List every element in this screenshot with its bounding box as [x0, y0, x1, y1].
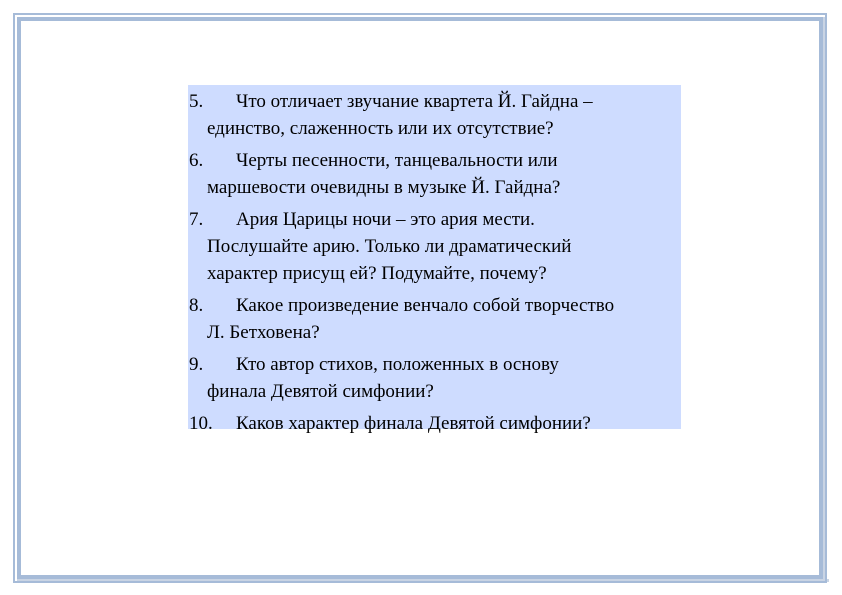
item-text-line: Послушайте арию. Только ли драматический	[207, 236, 572, 257]
list-item	[188, 88, 681, 142]
item-text-line: Что отличает звучание квартета Й. Гайдна –	[236, 91, 593, 112]
question-list	[188, 85, 681, 434]
list-item	[188, 410, 681, 437]
item-text-line: финала Девятой симфонии?	[207, 381, 434, 402]
item-text-line: Каков характер финала Девятой симфонии?	[236, 413, 591, 434]
item-number: 6.	[189, 150, 204, 171]
item-text-line: характер присущ ей? Подумайте, почему?	[207, 263, 547, 284]
item-text-line: Какое произведение венчало собой творчество	[236, 295, 615, 316]
item-number: 5.	[189, 91, 204, 112]
list-item	[188, 206, 681, 287]
item-text-line: маршевости очевидны в музыке Й. Гайдна?	[207, 177, 561, 198]
item-number: 9.	[189, 354, 204, 375]
item-text-line: Ария Царицы ночи – это ария мести.	[236, 209, 535, 230]
item-number: 10.	[189, 413, 213, 434]
list-item	[188, 292, 681, 346]
list-item	[188, 351, 681, 405]
item-text-line: Кто автор стихов, положенных в основу	[236, 354, 559, 375]
item-number: 7.	[189, 209, 204, 230]
item-text-line: Л. Бетховена?	[207, 322, 320, 343]
item-text-line: единство, слаженность или их отсутствие?	[207, 118, 554, 139]
list-item	[188, 147, 681, 201]
item-text-line: Черты песенности, танцевальности или	[236, 150, 558, 171]
item-number: 8.	[189, 295, 204, 316]
